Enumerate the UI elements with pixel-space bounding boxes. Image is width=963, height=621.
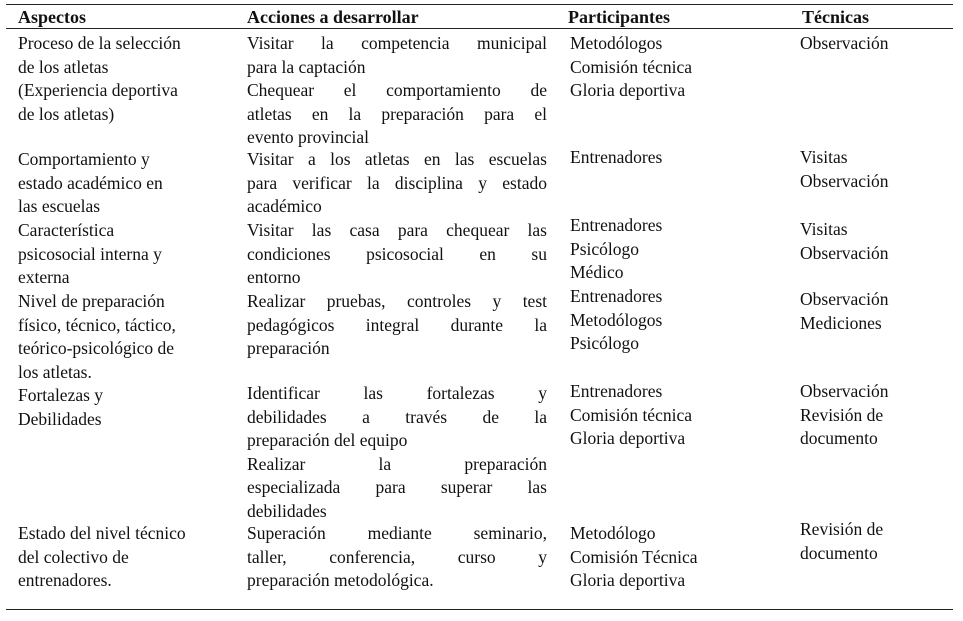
cell-line: Observación xyxy=(800,242,889,263)
table-row-3-tecnicas xyxy=(800,288,888,335)
header-acciones: Acciones a desarrollar xyxy=(247,7,419,27)
cell-line: Visitar las casa para chequear las xyxy=(247,220,547,240)
table-row-5-tecnicas xyxy=(800,518,883,565)
cell-line: documento xyxy=(800,428,878,449)
table-row-2-participantes xyxy=(570,214,662,285)
cell-line: Entrenadores xyxy=(570,147,663,167)
cell-line: Gloria deportiva xyxy=(570,80,686,101)
cell-line: Estado del nivel técnico xyxy=(18,523,186,543)
cell-line: preparación metodológica. xyxy=(247,570,434,591)
cell-line: Visitas xyxy=(800,147,848,167)
cell-line: debilidades xyxy=(247,500,327,521)
cell-line: Entrenadores xyxy=(570,286,663,306)
cell-line: Comportamiento y xyxy=(18,149,150,169)
cell-line: para verificar la disciplina y estado xyxy=(247,172,547,193)
table-row-5-participantes xyxy=(570,522,698,593)
cell-line: Gloria deportiva xyxy=(570,428,686,449)
table-bottom-rule xyxy=(6,609,953,610)
table-row-3-acciones xyxy=(247,290,547,361)
cell-line: Chequear el comportamiento de xyxy=(247,80,547,101)
table-row-5-acciones xyxy=(247,522,547,593)
table-row-4-acciones xyxy=(247,382,547,524)
cell-line: Realizar pruebas, controles y test xyxy=(247,291,547,311)
cell-line: Entrenadores xyxy=(570,215,663,235)
table-row-4-aspecto xyxy=(18,384,103,431)
cell-line: especializada para superar las xyxy=(247,477,547,498)
cell-line: entorno xyxy=(247,267,301,288)
cell-line: Médico xyxy=(570,262,624,283)
table-row-5-aspecto xyxy=(18,522,186,593)
cell-line: Metodólogos xyxy=(570,33,663,53)
cell-line: Debilidades xyxy=(18,408,102,429)
cell-line: Superación mediante seminario, xyxy=(247,523,547,543)
header-tecnicas: Técnicas xyxy=(802,7,869,27)
cell-line: Metodólogo xyxy=(570,523,656,543)
cell-line: Fortalezas y xyxy=(18,385,104,405)
cell-line: del colectivo de xyxy=(18,546,129,567)
header-aspectos: Aspectos xyxy=(18,7,86,27)
cell-line: para la captación xyxy=(247,56,366,77)
cell-line: Metodólogos xyxy=(570,309,663,330)
cell-line: taller, conferencia, curso y xyxy=(247,546,547,567)
cell-line: Entrenadores xyxy=(570,381,663,401)
table-top-rule xyxy=(6,4,953,5)
cell-line: Observación xyxy=(800,381,889,401)
cell-line: físico, técnico, táctico, xyxy=(18,314,176,335)
cell-line: preparación del equipo xyxy=(247,430,408,451)
table-row-0-acciones xyxy=(247,32,547,150)
table-row-1-participantes xyxy=(570,146,662,170)
cell-line: Identificar las fortalezas y xyxy=(247,383,547,403)
cell-line: Realizar la preparación xyxy=(247,453,547,474)
cell-line: Observación xyxy=(800,33,889,53)
cell-line: Nivel de preparación xyxy=(18,291,165,311)
cell-line: de los atletas xyxy=(18,56,109,77)
cell-line: preparación xyxy=(247,338,330,359)
table-row-4-tecnicas xyxy=(800,380,888,451)
table-row-2-aspecto xyxy=(18,219,162,290)
cell-line: Visitas xyxy=(800,219,848,239)
table-row-2-acciones xyxy=(247,219,547,290)
table-row-3-participantes xyxy=(570,285,662,356)
cell-line: Comisión técnica xyxy=(570,404,692,425)
cell-line: Gloria deportiva xyxy=(570,570,686,591)
table-row-3-aspecto xyxy=(18,290,176,384)
cell-line: entrenadores. xyxy=(18,570,112,591)
cell-line: de los atletas) xyxy=(18,103,115,124)
cell-line: Revisión de xyxy=(800,404,884,425)
cell-line: las escuelas xyxy=(18,196,101,217)
cell-line: estado académico en xyxy=(18,172,163,193)
cell-line: Psicólogo xyxy=(570,333,640,354)
cell-line: psicosocial interna y xyxy=(18,243,162,264)
cell-line: evento provincial xyxy=(247,127,369,148)
table-header-rule xyxy=(6,28,953,29)
cell-line: Mediciones xyxy=(800,312,882,333)
table-row-1-tecnicas xyxy=(800,146,888,193)
table-row-0-participantes xyxy=(570,32,692,103)
cell-line: Comisión técnica xyxy=(570,56,692,77)
cell-line: externa xyxy=(18,267,70,288)
cell-line: los atletas. xyxy=(18,361,92,382)
cell-line: documento xyxy=(800,542,878,563)
table-row-2-tecnicas xyxy=(800,218,888,265)
cell-line: Psicólogo xyxy=(570,238,640,259)
table-row-1-acciones xyxy=(247,148,547,219)
cell-line: (Experiencia deportiva xyxy=(18,80,178,101)
cell-line: atletas en la preparación para el xyxy=(247,103,547,124)
header-participantes: Participantes xyxy=(568,7,670,27)
cell-line: pedagógicos integral durante la xyxy=(247,314,547,335)
cell-line: Visitar a los atletas en las escuelas xyxy=(247,149,547,169)
cell-line: académico xyxy=(247,196,322,217)
table-row-0-aspecto xyxy=(18,32,181,126)
cell-line: debilidades a través de la xyxy=(247,406,547,427)
cell-line: Comisión Técnica xyxy=(570,546,698,567)
cell-line: condiciones psicosocial en su xyxy=(247,243,547,264)
cell-line: Observación xyxy=(800,170,889,191)
cell-line: Revisión de xyxy=(800,519,884,539)
cell-line: Característica xyxy=(18,220,115,240)
cell-line: Proceso de la selección xyxy=(18,33,181,53)
cell-line: teórico-psicológico de xyxy=(18,338,174,359)
table-row-0-tecnicas xyxy=(800,32,888,56)
table-row-4-participantes xyxy=(570,380,692,451)
cell-line: Observación xyxy=(800,289,889,309)
table-row-1-aspecto xyxy=(18,148,163,219)
cell-line: Visitar la competencia municipal xyxy=(247,33,547,53)
